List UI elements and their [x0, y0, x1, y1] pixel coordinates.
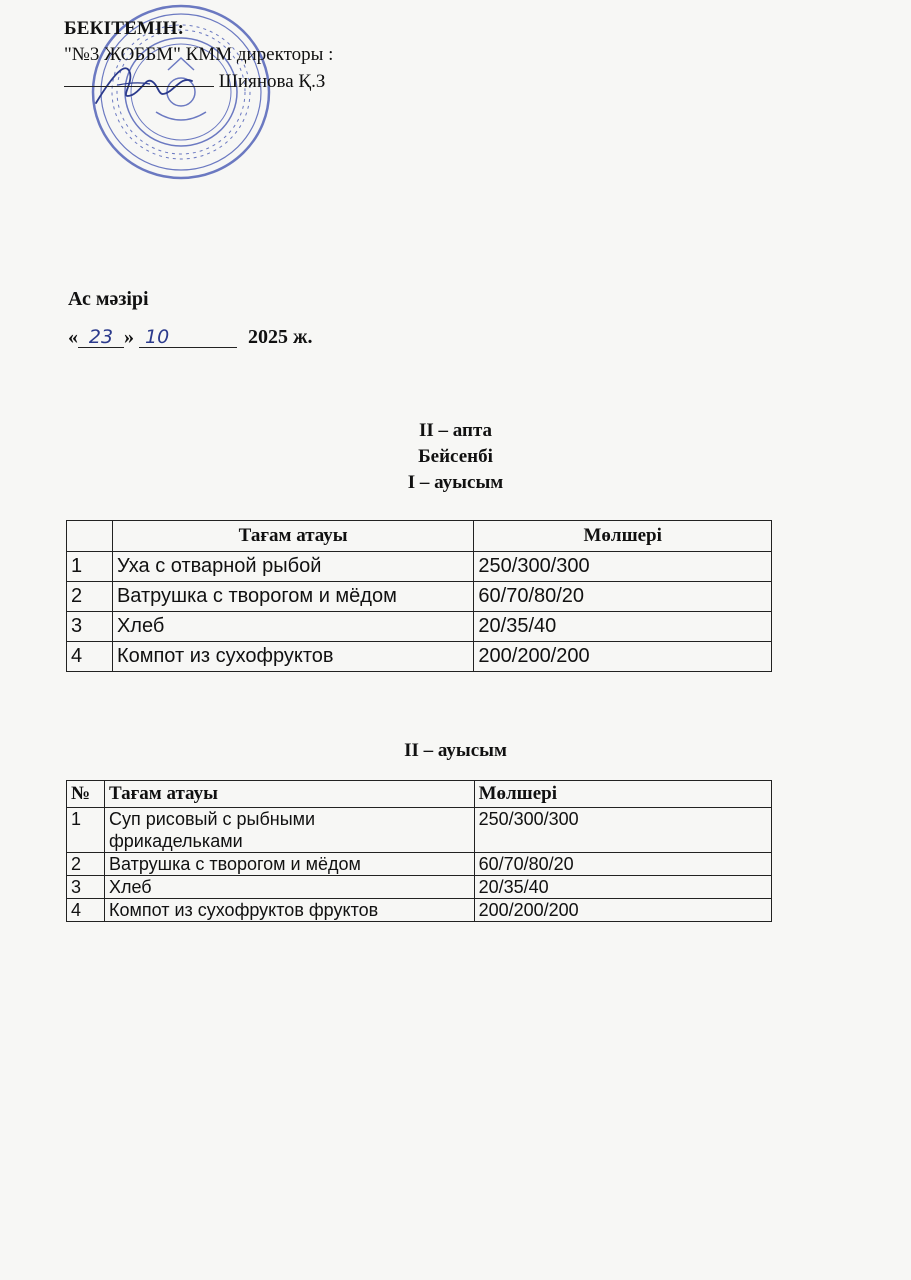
approval-title: БЕКІТЕМІН: [64, 18, 185, 39]
table-row [67, 612, 772, 642]
signer-name: Шиянова Қ.З [218, 71, 326, 92]
dish-name: Компот из сухофруктов фруктов [104, 899, 474, 922]
row-number: 3 [67, 876, 105, 899]
table-row [67, 876, 772, 899]
row-number: 4 [67, 899, 105, 922]
dish-amount: 60/70/80/20 [474, 582, 772, 612]
row-number: 4 [67, 642, 113, 672]
col-dish-header: Тағам атауы [112, 521, 473, 552]
shift2-heading: II – ауысым [404, 740, 507, 761]
dish-name: Хлеб [112, 612, 473, 642]
approval-director-line: "№3 ЖОББМ" КММ директоры : [64, 44, 334, 65]
dish-name: Суп рисовый с рыбными фрикадельками [104, 808, 474, 853]
date-month: 10 [139, 327, 237, 348]
row-number: 1 [67, 808, 105, 853]
shift1-menu-table [66, 520, 772, 672]
approval-block [64, 16, 333, 95]
row-number: 3 [67, 612, 113, 642]
table-header-row [67, 781, 772, 808]
table-row [67, 582, 772, 612]
dish-name: Компот из сухофруктов [112, 642, 473, 672]
date-day: 23 [78, 327, 124, 348]
table-row [67, 808, 772, 853]
col-number-header: № [67, 781, 105, 808]
table-header-row [67, 521, 772, 552]
dish-amount: 250/300/300 [474, 808, 771, 853]
dish-name: Ватрушка с творогом и мёдом [112, 582, 473, 612]
dish-amount: 20/35/40 [474, 876, 771, 899]
dish-name: Уха с отварной рыбой [112, 552, 473, 582]
col-number-header [67, 521, 113, 552]
dish-amount: 60/70/80/20 [474, 853, 771, 876]
date-open-quote: « [68, 326, 78, 348]
shift2-menu-table [66, 780, 772, 922]
table-row [67, 642, 772, 672]
col-amount-header: Мөлшері [474, 521, 772, 552]
date-close-quote: » [124, 326, 134, 348]
dish-amount: 200/200/200 [474, 899, 771, 922]
dish-name: Хлеб [104, 876, 474, 899]
col-dish-header: Тағам атауы [104, 781, 474, 808]
dish-amount: 20/35/40 [474, 612, 772, 642]
signature-blank [64, 68, 214, 87]
dish-amount: 200/200/200 [474, 642, 772, 672]
weekday-heading: Бейсенбі [418, 446, 493, 467]
dish-amount: 250/300/300 [474, 552, 772, 582]
col-amount-header: Мөлшері [474, 781, 771, 808]
menu-title: Ас мәзірі [68, 288, 149, 310]
table-row [67, 853, 772, 876]
date-year: 2025 ж. [248, 326, 313, 348]
row-number: 2 [67, 582, 113, 612]
shift1-heading: I – ауысым [407, 472, 504, 493]
row-number: 2 [67, 853, 105, 876]
row-number: 1 [67, 552, 113, 582]
table-row [67, 552, 772, 582]
menu-date [68, 326, 313, 349]
approval-signature-line [64, 68, 333, 95]
table-row [67, 899, 772, 922]
dish-name: Ватрушка с творогом и мёдом [104, 853, 474, 876]
week-heading: II – апта [418, 420, 493, 441]
